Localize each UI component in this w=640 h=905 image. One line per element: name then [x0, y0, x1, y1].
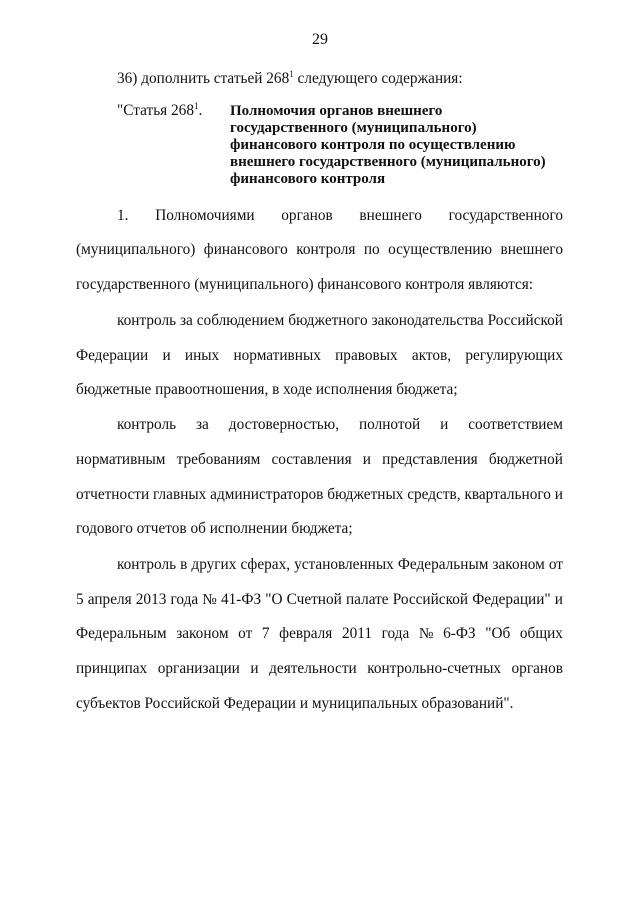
- word: достоверностью,: [228, 416, 340, 433]
- word: контроль: [117, 556, 177, 573]
- article-heading-line: государственного (муниципального): [230, 120, 477, 136]
- word: Федеральным: [76, 625, 167, 642]
- word: сферах,: [240, 556, 291, 573]
- word: соблюдением: [196, 312, 285, 329]
- paragraph-line: [117, 206, 563, 226]
- word: и: [162, 347, 171, 364]
- word: бюджетных: [327, 486, 404, 503]
- word: 5: [76, 591, 84, 608]
- paragraph-line: годового отчетов об исполнении бюджета;: [76, 520, 353, 537]
- word: и: [440, 416, 449, 433]
- amendment-tail: следующего содержания:: [293, 70, 463, 87]
- word: актов,: [411, 347, 452, 364]
- word: палате: [345, 591, 389, 608]
- word: от: [548, 556, 563, 573]
- word: внешнего: [500, 241, 563, 258]
- paragraph-line: субъектов Российской Федерации и муниципальных образований".: [76, 695, 514, 712]
- word: февраля: [279, 625, 333, 642]
- word: за: [180, 312, 193, 329]
- article-heading-line: финансового контроля по осуществлению: [230, 137, 516, 153]
- word: соответствием: [468, 416, 563, 433]
- word: (муниципального): [76, 241, 196, 258]
- word: бюджетного: [288, 312, 368, 329]
- word: бюджетной: [488, 451, 563, 468]
- word: законом: [176, 625, 229, 642]
- word: и: [554, 591, 563, 608]
- word: "Об: [485, 625, 511, 642]
- word: органов: [511, 660, 563, 677]
- word: 41-ФЗ: [220, 591, 262, 608]
- article-label-tail: .: [198, 102, 203, 119]
- word: по: [363, 241, 380, 258]
- word: принципах: [76, 660, 148, 677]
- word: органов: [281, 207, 333, 224]
- word: других: [191, 556, 237, 573]
- word: Федерации": [472, 591, 551, 608]
- word: установленных: [294, 556, 394, 573]
- amendment-sup: 1: [289, 69, 294, 79]
- word: контроль: [117, 312, 177, 329]
- word: №: [202, 591, 217, 608]
- paragraph-line: [76, 346, 563, 366]
- amendment-line: [117, 69, 463, 89]
- word: 7: [261, 625, 270, 642]
- article-label-text: "Статья 268: [117, 102, 194, 119]
- word: контрольно-счетных: [367, 660, 501, 677]
- word: №: [418, 625, 434, 642]
- amendment-text: 36) дополнить статьей 268: [117, 70, 290, 87]
- word: и: [362, 451, 371, 468]
- paragraph-line: государственного (муниципального) финансового контроля являются:: [76, 276, 534, 293]
- word: контроль: [117, 416, 177, 433]
- word: 1.: [117, 207, 129, 224]
- word: Российской: [487, 312, 563, 329]
- word: 2011: [341, 625, 372, 642]
- article-label: [117, 101, 202, 121]
- word: Российской: [392, 591, 469, 608]
- word: Полномочиями: [155, 207, 255, 224]
- word: внешнего: [359, 207, 422, 224]
- word: года: [170, 591, 199, 608]
- word: Федерации: [76, 347, 149, 364]
- word: нормативным: [76, 451, 166, 468]
- word: общих: [519, 625, 563, 642]
- word: и: [554, 486, 563, 503]
- paragraph-line: [76, 240, 563, 260]
- word: от: [238, 625, 253, 642]
- word: нормативных: [233, 347, 321, 364]
- paragraph-line: [76, 485, 563, 505]
- word: и: [250, 660, 259, 677]
- page-number: 29: [312, 31, 328, 48]
- article-heading-line: финансового контроля: [230, 171, 386, 187]
- word: года: [381, 625, 410, 642]
- word: Счетной: [286, 591, 342, 608]
- paragraph-line: [117, 415, 563, 435]
- word: правовых: [335, 347, 398, 364]
- word: деятельности: [269, 660, 357, 677]
- word: организации: [157, 660, 240, 677]
- paragraph-line: [76, 624, 563, 644]
- word: 6-ФЗ: [443, 625, 476, 642]
- word: иных: [184, 347, 220, 364]
- word: "О: [265, 591, 283, 608]
- word: представления: [382, 451, 478, 468]
- word: законом: [492, 556, 545, 573]
- article-label-sup: 1: [193, 101, 199, 111]
- word: администраторов: [210, 486, 324, 503]
- word: за: [196, 416, 209, 433]
- paragraph-line: [76, 659, 563, 679]
- word: контроля: [296, 241, 356, 258]
- word: главных: [153, 486, 207, 503]
- word: апреля: [87, 591, 132, 608]
- paragraph-line: [117, 311, 563, 331]
- word: требованиям: [176, 451, 261, 468]
- word: осуществлению: [388, 241, 493, 258]
- paragraph-line: [76, 590, 563, 610]
- word: 2013: [135, 591, 167, 608]
- word: отчетности: [76, 486, 150, 503]
- paragraph-line: [117, 555, 563, 575]
- word: законодательства: [371, 312, 484, 329]
- word: Федеральным: [397, 556, 489, 573]
- paragraph-line: бюджетные правоотношения, в ходе исполнения бюджета;: [76, 381, 458, 398]
- article-heading-line: внешнего государственного (муниципального): [230, 154, 546, 170]
- word: государственного: [448, 207, 563, 224]
- word: регулирующих: [465, 347, 563, 364]
- word: средств,: [407, 486, 461, 503]
- paragraph-line: [76, 450, 563, 470]
- word: в: [180, 556, 188, 573]
- word: полнотой: [358, 416, 421, 433]
- article-heading-line: Полномочия органов внешнего: [230, 103, 443, 119]
- word: составления: [271, 451, 352, 468]
- word: финансового: [203, 241, 288, 258]
- word: квартального: [464, 486, 551, 503]
